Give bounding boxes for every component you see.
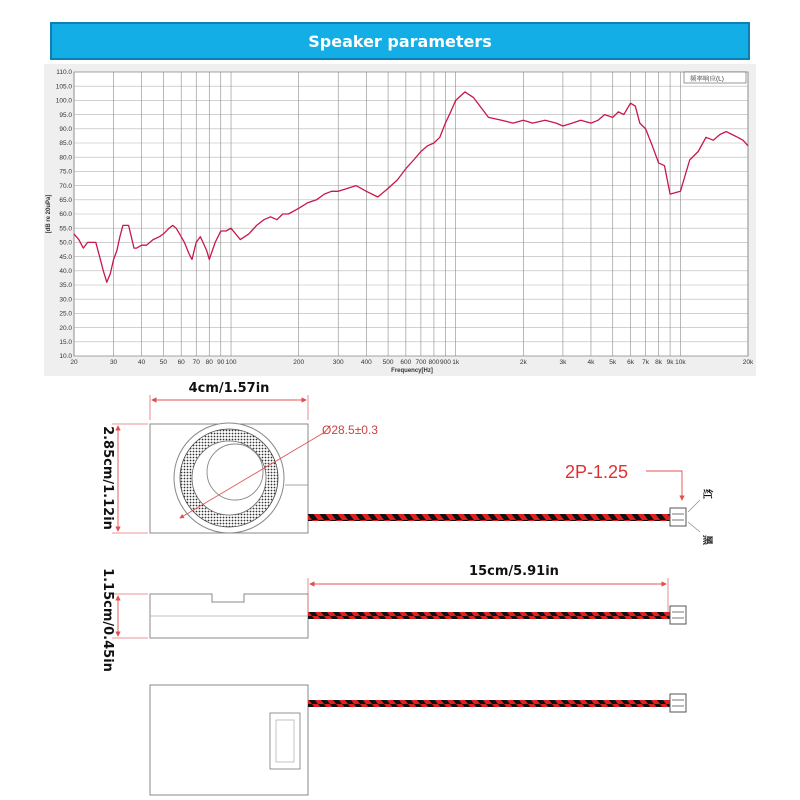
x-tick-label: 20k — [742, 359, 754, 366]
y-axis-label: [dB re 20uPa] — [46, 194, 52, 234]
x-tick-label: 600 — [400, 359, 412, 366]
x-tick-label: 3k — [559, 359, 567, 366]
y-tick-label: 30.0 — [59, 296, 72, 304]
y-tick-label: 50.0 — [59, 239, 72, 247]
y-tick-label: 20.0 — [59, 324, 72, 332]
x-tick-label: 9k — [666, 359, 674, 366]
y-tick-label: 100.0 — [55, 97, 72, 105]
x-tick-label: 80 — [205, 359, 213, 366]
x-tick-label: 4k — [587, 359, 595, 366]
x-tick-label: 90 — [217, 359, 225, 366]
x-tick-label: 10k — [675, 359, 686, 366]
banner-title: Speaker parameters — [308, 31, 492, 51]
height-label: 2.85cm/1.12in — [100, 426, 115, 530]
x-tick-label: 40 — [138, 359, 146, 366]
x-tick-label: 400 — [360, 359, 372, 366]
y-tick-label: 105.0 — [55, 83, 72, 91]
y-tick-label: 110.0 — [56, 69, 72, 77]
red-wire-label: 红 — [701, 489, 712, 499]
thickness-label: 1.15cm/0.45in — [100, 568, 115, 672]
bottom-view — [150, 685, 686, 795]
connector-top — [670, 508, 686, 526]
y-tick-label: 25.0 — [59, 310, 72, 318]
x-axis-label: Frequency[Hz] — [391, 368, 433, 374]
cable-bottom — [308, 700, 670, 707]
x-tick-label: 70 — [192, 359, 200, 366]
y-tick-label: 45.0 — [59, 253, 72, 261]
x-tick-label: 800 — [428, 359, 440, 366]
x-tick-label: 50 — [159, 359, 168, 366]
x-tick-label: 5k — [609, 359, 617, 366]
y-tick-label: 75.0 — [59, 168, 72, 176]
black-wire-label: 黑 — [701, 535, 712, 545]
connector-bottom — [670, 694, 686, 712]
x-tick-label: 60 — [177, 359, 185, 366]
x-tick-label: 7k — [642, 359, 650, 366]
cable-side — [308, 612, 670, 619]
x-tick-label: 30 — [109, 359, 118, 366]
x-tick-label: 700 — [415, 359, 427, 366]
cable-length-label: 15cm/5.91in — [469, 564, 559, 579]
side-view — [100, 564, 686, 672]
top-view — [100, 381, 714, 546]
y-tick-label: 85.0 — [59, 140, 72, 148]
connector-label: 2P-1.25 — [565, 462, 629, 482]
y-tick-label: 35.0 — [59, 282, 72, 290]
legend-label: 频率响应(L) — [690, 75, 724, 83]
x-tick-label: 20 — [70, 359, 78, 366]
x-tick-label: 200 — [293, 359, 305, 366]
y-tick-label: 70.0 — [59, 182, 72, 190]
y-tick-label: 80.0 — [59, 154, 72, 162]
x-tick-label: 6k — [627, 359, 634, 366]
x-tick-label: 500 — [382, 359, 394, 366]
x-tick-label: 2k — [519, 359, 527, 366]
y-tick-label: 95.0 — [59, 111, 72, 119]
x-tick-label: 1k — [452, 359, 460, 366]
width-label: 4cm/1.57in — [188, 381, 270, 396]
x-tick-label: 900 — [439, 359, 451, 366]
y-tick-label: 90.0 — [59, 126, 72, 133]
cable-top — [308, 514, 670, 521]
y-tick-label: 65.0 — [59, 197, 72, 204]
connector-side — [670, 606, 686, 624]
x-tick-label: 300 — [332, 359, 344, 366]
x-tick-label: 8k — [655, 359, 663, 366]
y-tick-label: 15.0 — [59, 339, 72, 346]
y-tick-label: 40.0 — [59, 268, 72, 275]
y-tick-label: 10.0 — [59, 353, 72, 361]
y-tick-label: 55.0 — [59, 225, 72, 233]
speaker-magnet — [207, 444, 263, 500]
y-tick-label: 60.0 — [59, 211, 72, 219]
x-tick-label: 100 — [225, 359, 237, 366]
diameter-label: Ø28.5±0.3 — [322, 423, 378, 437]
